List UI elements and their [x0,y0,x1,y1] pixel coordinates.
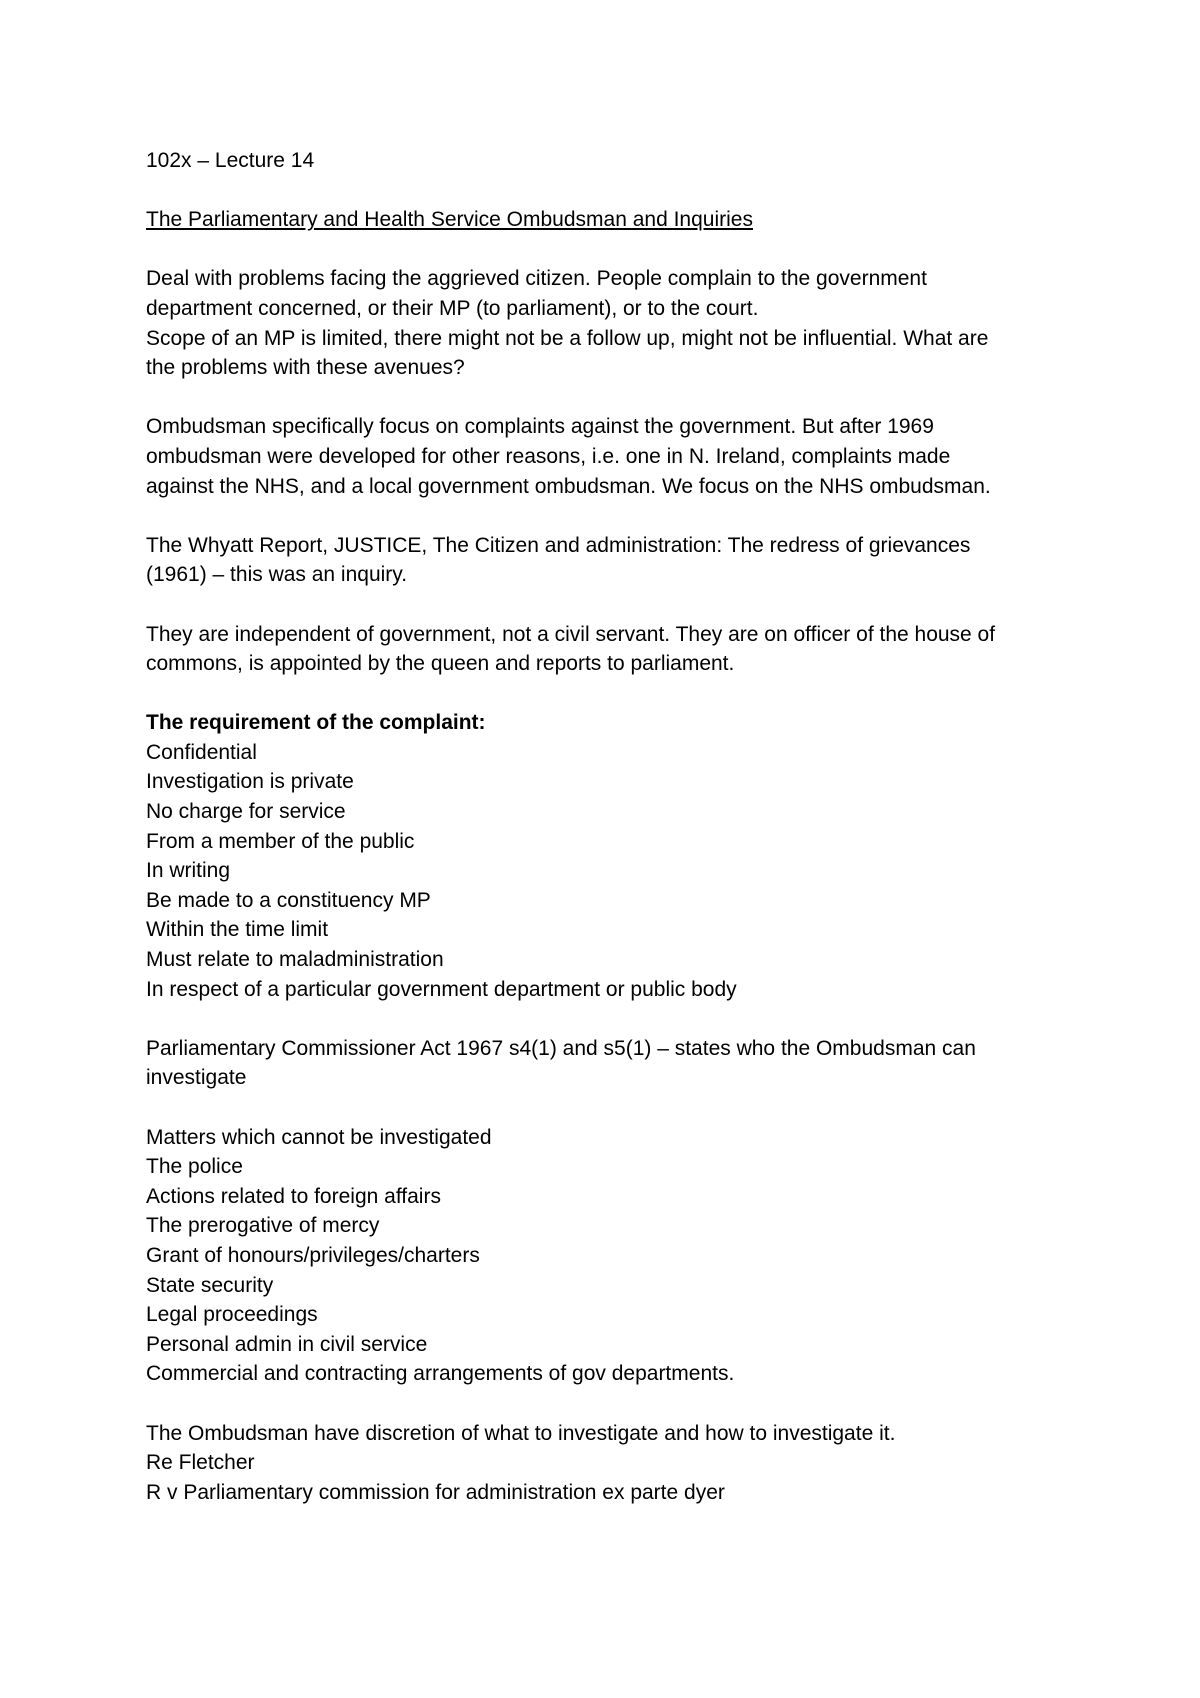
paragraph-line: R v Parliamentary commission for administration ex parte dyer [146,1480,725,1504]
paragraph-line: department concerned, or their MP (to parliament), or to the court. [146,296,759,320]
spacer [146,501,1076,531]
list-item: Legal proceedings [146,1303,318,1327]
list-item: Within the time limit [146,918,329,942]
list-item: Personal admin in civil service [146,1332,428,1356]
document-title: The Parliamentary and Health Service Ombudsman and Inquiries [146,208,753,232]
document-body [146,146,1076,1507]
spacer [146,1004,1076,1034]
paragraph-line: They are independent of government, not a civil servant. They are on officer of the house of [146,622,996,646]
list-item: No charge for service [146,800,346,824]
paragraph-line: the problems with these avenues? [146,356,465,380]
list-item: Matters which cannot be investigated [146,1125,492,1149]
list-item: Must relate to maladministration [146,948,444,972]
paragraph-line: (1961) – this was an inquiry. [146,563,408,587]
paragraph-line: The Ombudsman have discretion of what to investigate and how to investigate it. [146,1421,896,1445]
spacer [146,1389,1076,1419]
list-item: State security [146,1273,274,1297]
list-item: In respect of a particular government department or public body [146,977,737,1001]
paragraph-line: Deal with problems facing the aggrieved citizen. People complain to the government [146,267,927,291]
spacer [146,176,1076,206]
list-item: Commercial and contracting arrangements of gov departments. [146,1362,735,1386]
spacer [146,679,1076,709]
list-item: The police [146,1155,243,1179]
paragraph-line: Ombudsman specifically focus on complaints against the government. But after 1969 [146,415,934,439]
list-item: In writing [146,859,231,883]
spacer [146,1093,1076,1123]
list-item: Be made to a constituency MP [146,888,431,912]
list-item: Actions related to foreign affairs [146,1184,441,1208]
list-item: Grant of honours/privileges/charters [146,1243,480,1267]
spacer [146,383,1076,413]
list-item: From a member of the public [146,829,415,853]
paragraph-line: against the NHS, and a local government ombudsman. We focus on the NHS ombudsman. [146,474,991,498]
paragraph-line: investigate [146,1066,247,1090]
list-item: Investigation is private [146,770,354,794]
paragraph-line: Scope of an MP is limited, there might not be a follow up, might not be influential. What are [146,326,989,350]
paragraph-line: The Whyatt Report, JUSTICE, The Citizen and administration: The redress of grievances [146,533,971,557]
paragraph-line: commons, is appointed by the queen and reports to parliament. [146,652,735,676]
list-item: Confidential [146,740,257,764]
paragraph-line: ombudsman were developed for other reasons, i.e. one in N. Ireland, complaints made [146,444,951,468]
paragraph-line: Re Fletcher [146,1451,255,1475]
lecture-header: 102x – Lecture 14 [146,149,315,172]
spacer [146,235,1076,265]
spacer [146,590,1076,620]
requirements-heading: The requirement of the complaint: [146,711,486,735]
paragraph-line: Parliamentary Commissioner Act 1967 s4(1) and s5(1) – states who the Ombudsman can [146,1036,976,1060]
list-item: The prerogative of mercy [146,1214,380,1238]
